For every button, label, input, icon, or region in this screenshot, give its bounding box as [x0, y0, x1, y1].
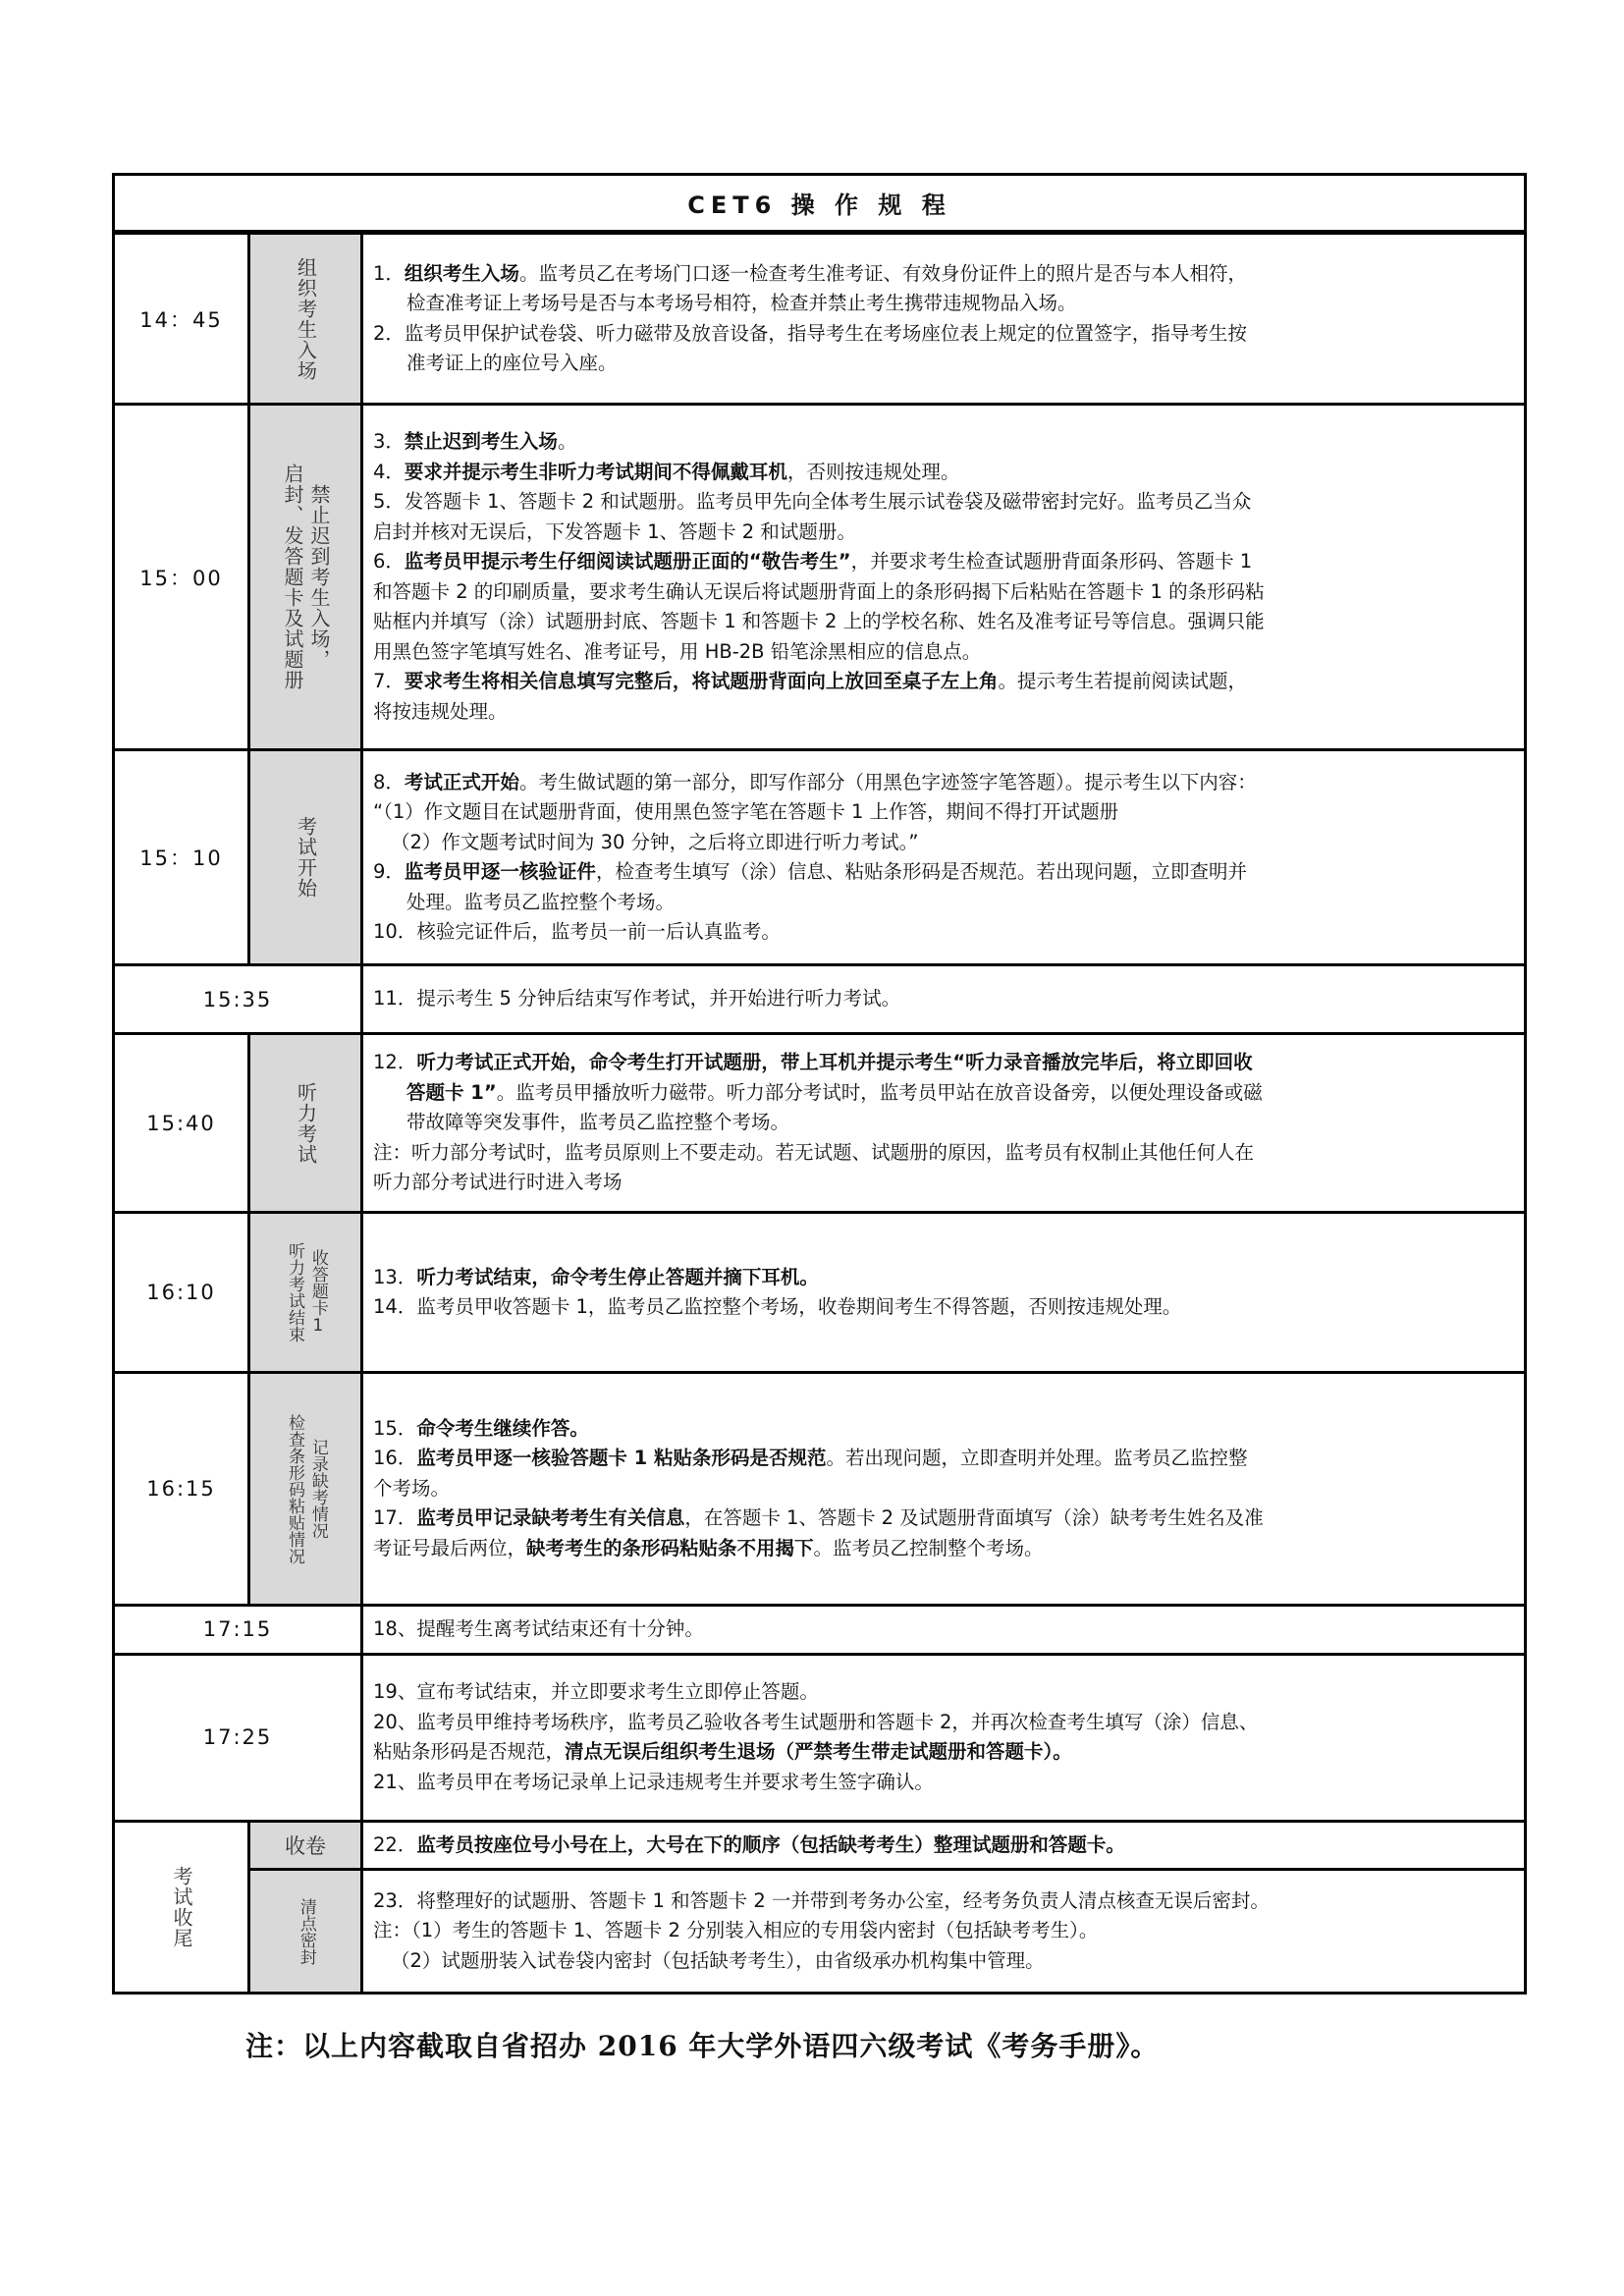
- text: 5．: [373, 490, 405, 513]
- content-cell: [362, 1213, 1526, 1373]
- time-cell: 16:10: [114, 1213, 249, 1373]
- content-line: [373, 828, 1512, 858]
- stage-cell: [249, 750, 362, 965]
- time-cell: 15：10: [114, 750, 249, 965]
- text: 注：听力部分考试时，监考员原则上不要走动。若无试题、试题册的原因，监考员有权制止其他任何人在: [373, 1140, 1255, 1164]
- content-line: [373, 1831, 1512, 1861]
- content-cell: [362, 1870, 1526, 1994]
- text: “（1）作文题目在试题册背面，使用黑色签字笔在答题卡 1 上作答，期间不得打开试题册: [373, 800, 1119, 823]
- text: 。监考员甲播放听力磁带。听力部分考试时，监考员甲站在放音设备旁，以便处理设备或磁: [496, 1080, 1263, 1104]
- content-line: [373, 984, 1512, 1014]
- text: ，否则按违规处理。: [786, 460, 960, 483]
- bold-text: 听力考试正式开始，命令考生打开试题册，带上耳机并提示考生“听力录音播放完毕后，将立即回收: [416, 1051, 1253, 1074]
- procedure-row: [114, 1213, 1526, 1373]
- content-line: [373, 1677, 1512, 1708]
- content-line: [373, 1946, 1512, 1977]
- stage-label: 检查条形码粘贴情况: [285, 1413, 304, 1564]
- final-stage-label: 考试收尾: [170, 1865, 193, 1948]
- procedure-row: [114, 1654, 1526, 1821]
- text: 处理。监考员乙监控整个考场。: [406, 890, 676, 913]
- content-line: [373, 427, 1512, 458]
- content-line: [373, 888, 1512, 918]
- content-line: [373, 487, 1512, 518]
- final-row-collect: [114, 1821, 1526, 1870]
- bold-text: 命令考生继续作答。: [416, 1416, 589, 1440]
- bold-text: 组织考生入场: [404, 261, 519, 285]
- text: 监考员甲保护试卷袋、听力磁带及放音设备，指导考生在考场座位表上规定的位置签字，指导考生按: [404, 321, 1247, 345]
- content-line: [373, 1048, 1512, 1078]
- text: 7．: [373, 670, 405, 692]
- text: 21、: [373, 1770, 417, 1793]
- stage-label: 启封、发答题卡及试题册: [281, 464, 304, 690]
- final-row-seal: [114, 1870, 1526, 1994]
- text: 。提示考生若提前阅读试题，: [998, 670, 1247, 692]
- text: 将整理好的试题册、答题卡 1 和答题卡 2 一并带到考务办公室，经考务负责人清点核查无误后密封。: [416, 1888, 1270, 1912]
- procedure-row: [114, 1373, 1526, 1606]
- text: 11．: [373, 987, 417, 1011]
- content-line: [373, 1414, 1512, 1445]
- bold-text: 监考员按座位号小号在上，大号在下的顺序（包括缺考考生）整理试题册和答题卡。: [416, 1832, 1125, 1856]
- text: 15．: [373, 1416, 417, 1440]
- text: 4．: [373, 460, 405, 483]
- text: 18、: [373, 1617, 417, 1640]
- content-line: [373, 637, 1512, 668]
- bold-text: 监考员甲逐一核验证件: [404, 860, 596, 883]
- bold-text: 监考员甲逐一核验答题卡 1 粘贴条形码是否规范: [416, 1447, 827, 1470]
- procedure-row: [114, 965, 1526, 1034]
- text: 宣布考试结束，并立即要求考生立即停止答题。: [416, 1680, 819, 1703]
- bold-text: 缺考考生的条形码粘贴条不用揭下: [526, 1536, 814, 1559]
- content-cell: [362, 405, 1526, 750]
- text: （2）作文题考试时间为 30 分钟，之后将立即进行听力考试。”: [391, 830, 919, 853]
- content-line: [373, 259, 1512, 290]
- text: 听力部分考试进行时进入考场: [373, 1171, 623, 1194]
- content-line: [373, 1138, 1512, 1169]
- content-cell: [362, 1034, 1526, 1213]
- stage-label: 收答题卡1: [307, 1249, 328, 1336]
- content-cell: [362, 1821, 1526, 1870]
- content-line: [373, 1916, 1512, 1946]
- content-line: [373, 1168, 1512, 1198]
- stage-cell: [249, 405, 362, 750]
- stage-label: 考试开始: [294, 816, 318, 899]
- text: ，检查考生填写（涂）信息、粘贴条形码是否规范。若出现问题，立即查明并: [595, 860, 1247, 883]
- bold-text: 考试正式开始: [404, 770, 519, 793]
- time-cell: 15:35: [114, 965, 362, 1034]
- text: 发答题卡 1、答题卡 2 和试题册。监考员甲先向全体考生展示试卷袋及磁带密封完好。监考员乙当众: [404, 490, 1252, 513]
- text: 。监考员乙在考场门口逐一检查考生准考证、有效身份证件上的照片是否与本人相符，: [518, 261, 1247, 285]
- text: 个考场。: [373, 1476, 451, 1500]
- content-line: [373, 518, 1512, 548]
- content-line: [373, 319, 1512, 350]
- content-line: [373, 857, 1512, 888]
- time-cell: 15：00: [114, 405, 249, 750]
- bold-text: 清点无误后组织考生退场（严禁考生带走试题册和答题卡）。: [565, 1740, 1072, 1763]
- text: 12．: [373, 1051, 417, 1074]
- content-line: [373, 1108, 1512, 1138]
- text: 8．: [373, 770, 405, 793]
- stage-cell: [249, 1213, 362, 1373]
- procedure-row: [114, 233, 1526, 405]
- procedure-row: [114, 1606, 1526, 1655]
- text: 核验完证件后，监考员一前一后认真监考。: [416, 920, 781, 943]
- content-line: [373, 917, 1512, 948]
- stage-label: 听力考试结束: [285, 1242, 304, 1342]
- procedure-row: [114, 750, 1526, 965]
- text: 13．: [373, 1265, 417, 1288]
- procedure-row: [114, 405, 1526, 750]
- content-line: [373, 1737, 1512, 1768]
- seal-stage-cell: [249, 1870, 362, 1994]
- final-stage-cell: [114, 1821, 249, 1994]
- content-line: [373, 1503, 1512, 1534]
- content-cell: [362, 1373, 1526, 1606]
- stage-label: 组织考生入场: [294, 256, 318, 381]
- content-cell: [362, 1606, 1526, 1655]
- text: 监考员甲收答题卡 1，监考员乙监控整个考场，收卷期间考生不得答题，否则按违规处理。: [416, 1295, 1182, 1318]
- text: 考证号最后两位，: [373, 1536, 527, 1559]
- text: 。: [557, 430, 577, 453]
- content-line: [373, 1534, 1512, 1564]
- text: 3．: [373, 430, 405, 453]
- text: 准考证上的座位号入座。: [406, 352, 618, 374]
- content-line: [373, 1263, 1512, 1293]
- content-line: [373, 1768, 1512, 1798]
- bold-text: 答题卡 1”: [406, 1080, 497, 1104]
- time-cell: 14：45: [114, 233, 249, 405]
- content-line: [373, 667, 1512, 697]
- time-cell: 15:40: [114, 1034, 249, 1213]
- content-line: [373, 458, 1512, 488]
- footnote: 注：以上内容截取自省招办 2016 年大学外语四六级考试《考务手册》。: [245, 2030, 1160, 2062]
- bold-text: 禁止迟到考生入场: [404, 430, 558, 453]
- time-cell: 16:15: [114, 1373, 249, 1606]
- text: 1．: [373, 261, 405, 285]
- text: 将按违规处理。: [373, 699, 508, 723]
- text: ，在答题卡 1、答题卡 2 及试题册背面填写（涂）缺考考生姓名及准: [684, 1506, 1264, 1530]
- procedure-table: [112, 173, 1527, 1995]
- stage-label: 听力考试: [294, 1081, 318, 1165]
- stage-label: 禁止迟到考生入场，: [307, 484, 331, 670]
- text: 用黑色签字笔填写姓名、准考证号，用 HB-2B 铅笔涂黑相应的信息点。: [373, 639, 982, 663]
- bold-text: 要求考生将相关信息填写完整后，将试题册背面向上放回至桌子左上角: [404, 670, 999, 692]
- text: 。若出现问题，立即查明并处理。监考员乙监控整: [826, 1447, 1248, 1470]
- text: 2．: [373, 321, 405, 345]
- content-line: [373, 1474, 1512, 1504]
- text: 。考生做试题的第一部分，即写作部分（用黑色字迹签字笔答题）。提示考生以下内容：: [518, 770, 1257, 793]
- content-line: [373, 289, 1512, 319]
- text: 注：（1）考生的答题卡 1、答题卡 2 分别装入相应的专用袋内密封（包括缺考考生）。: [373, 1919, 1099, 1942]
- content-line: [373, 1444, 1512, 1474]
- table-title-row: [114, 175, 1526, 233]
- text: 16．: [373, 1447, 417, 1470]
- text: 10．: [373, 920, 417, 943]
- stage-label: 记录缺考情况: [307, 1439, 328, 1539]
- procedure-row: [114, 1034, 1526, 1213]
- text: 检查准考证上考场号是否与本考场号相符，检查并禁止考生携带违规物品入场。: [406, 292, 1077, 314]
- content-line: [373, 697, 1512, 728]
- stage-cell: [249, 1034, 362, 1213]
- bold-text: 监考员甲提示考生仔细阅读试题册正面的“敬告考生”: [404, 550, 851, 573]
- bold-text: 要求并提示考生非听力考试期间不得佩戴耳机: [404, 460, 787, 483]
- text: 提示考生 5 分钟后结束写作考试，并开始进行听力考试。: [416, 987, 901, 1011]
- content-line: [373, 577, 1512, 608]
- text: ，并要求考生检查试题册背面条形码、答题卡 1: [850, 550, 1253, 573]
- content-cell: [362, 750, 1526, 965]
- text: 启封并核对无误后，下发答题卡 1、答题卡 2 和试题册。: [373, 519, 856, 543]
- content-cell: [362, 1654, 1526, 1821]
- text: （2）试题册装入试卷袋内密封（包括缺考考生），由省级承办机构集中管理。: [391, 1948, 1045, 1972]
- text: 9．: [373, 860, 405, 883]
- bold-text: 听力考试结束，命令考生停止答题并摘下耳机。: [416, 1265, 819, 1288]
- bold-text: 监考员甲记录缺考考生有关信息: [416, 1506, 685, 1530]
- text: 22．: [373, 1832, 417, 1856]
- table-title: CET6 操 作 规 程: [114, 175, 1526, 233]
- content-line: [373, 607, 1512, 637]
- time-cell: 17:25: [114, 1654, 362, 1821]
- seal-label: 清点密封: [296, 1897, 316, 1965]
- content-line: [373, 1078, 1512, 1109]
- text: 20、: [373, 1710, 417, 1733]
- text: 监考员甲维持考场秩序，监考员乙验收各考生试题册和答题卡 2，并再次检查考生填写（涂）信息、: [416, 1710, 1259, 1733]
- content-line: [373, 1614, 1512, 1645]
- content-line: [373, 547, 1512, 577]
- text: 提醒考生离考试结束还有十分钟。: [416, 1617, 704, 1640]
- text: 带故障等突发事件，监考员乙监控整个考场。: [406, 1111, 790, 1134]
- text: 19、: [373, 1680, 417, 1703]
- content-line: [373, 797, 1512, 828]
- text: 粘贴条形码是否规范，: [373, 1740, 566, 1763]
- content-cell: [362, 233, 1526, 405]
- content-line: [373, 768, 1512, 798]
- text: 23．: [373, 1888, 417, 1912]
- content-line: [373, 1292, 1512, 1323]
- content-line: [373, 349, 1512, 379]
- text: 监考员甲在考场记录单上记录违规考生并要求考生签字确认。: [416, 1770, 934, 1793]
- text: 贴框内并填写（涂）试题册封底、答题卡 1 和答题卡 2 上的学校名称、姓名及准考证号等信息。强调只能: [373, 610, 1265, 632]
- time-cell: 17:15: [114, 1606, 362, 1655]
- content-line: [373, 1886, 1512, 1917]
- text: 14．: [373, 1295, 417, 1318]
- text: 和答题卡 2 的印刷质量，要求考生确认无误后将试题册背面上的条形码揭下后粘贴在答题卡 1 的条形码粘: [373, 579, 1265, 603]
- content-cell: [362, 965, 1526, 1034]
- stage-cell: [249, 233, 362, 405]
- content-line: [373, 1708, 1512, 1738]
- collect-label: 收卷: [249, 1821, 362, 1870]
- stage-cell: [249, 1373, 362, 1606]
- text: 。监考员乙控制整个考场。: [813, 1536, 1044, 1559]
- text: 17．: [373, 1506, 417, 1530]
- text: 6．: [373, 550, 405, 573]
